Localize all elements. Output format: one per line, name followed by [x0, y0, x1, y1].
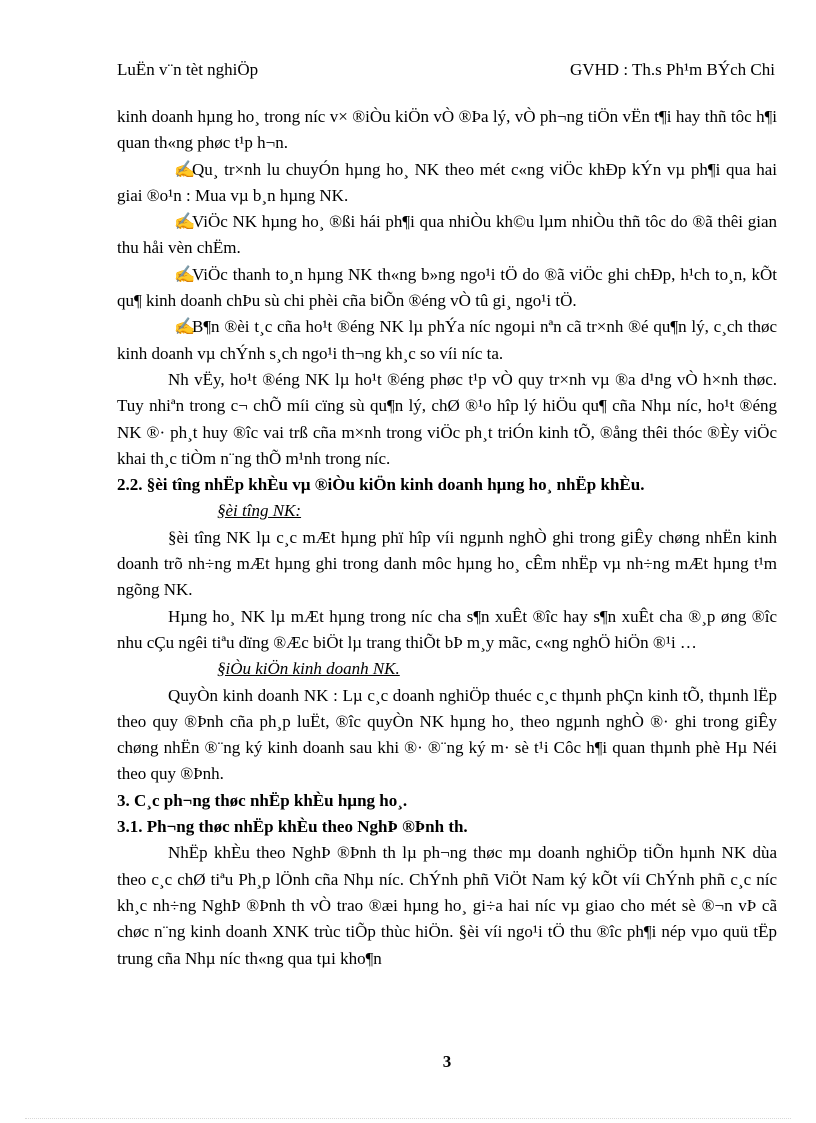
section-heading: 3.1. Ph¬ng thøc nhËp khÈu theo NghÞ ®Þnh th. [117, 817, 468, 837]
bullet-item [117, 209, 777, 262]
paragraph: kinh doanh hµng ho¸ trong níc v× ®iÒu kiÖn vÒ ®Þa lý, vÒ ph¬ng tiÖn vËn t¶i hay thñ tôc h¶i quan th«ng phøc t¹p h¬n. [117, 107, 777, 153]
document-body [117, 104, 777, 972]
paragraph: Nh vËy, ho¹t ®éng NK lµ ho¹t ®éng phøc t¹p vÒ quy tr×nh vµ ®a d¹ng vÒ h×nh thøc. Tuy nhiªn trong c¬ chÕ míi cïng sù qu¶n lý, chØ ®¹o hîp lý hiÖu qu¶ cña Nhµ níc, ho¹t ®éng NK ®· ph¸t huy ®îc vai trß cña m×nh trong viÖc ph¸t triÓn kinh tÕ, ®ång thêi thóc ®Èy viÖc khai th¸c tiÒm n¨ng thÕ m¹nh trong níc. [117, 369, 777, 468]
bullet-item [117, 314, 777, 367]
paragraph: QuyÒn kinh doanh NK : Lµ c¸c doanh nghiÖp thuéc c¸c thµnh phÇn kinh tÕ, thµnh lËp theo quy ®Þnh cña ph¸p luËt, ®îc quyÒn NK hµng ho¸ theo ngµnh nghÒ ®· ghi trong giÊy chøng nhËn ®¨ng ký kinh doanh sau khi ®· ®¨ng ký m· sè t¹i Côc h¶i quan thµnh phè Hµ Néi theo quy ®Þnh. [117, 685, 777, 784]
bullet-text: B¶n ®èi t¸c cña ho¹t ®éng NK lµ phÝa níc ngoµi nªn cã tr×nh ®é qu¶n lý, c¸ch thøc kinh doanh vµ chÝnh s¸ch ngo¹i th¬ng kh¸c so víi níc ta. [117, 317, 777, 363]
subsection-title: §èi tîng NK: [217, 501, 302, 521]
pen-icon: ✍ [174, 212, 196, 232]
bullet-item [117, 157, 777, 210]
subsection-title: §iÒu kiÖn kinh doanh NK. [217, 659, 400, 679]
paragraph: NhËp khÈu theo NghÞ ®Þnh th lµ ph¬ng thøc mµ doanh nghiÖp tiÕn hµnh NK dùa theo c¸c chØ tiªu Ph¸p lÖnh cña Nhµ níc. ChÝnh phñ ViÖt Nam ký kÕt víi ChÝnh phñ c¸c níc kh¸c nh÷ng NghÞ ®Þnh th vÒ trao ®æi hµng ho¸ gi÷a hai níc vµ giao cho mét sè ®¬n vÞ cã chøc n¨ng kinh doanh XNK trùc tiÕp thùc hiÖn. §èi víi ngo¹i tÖ thu ®îc ph¶i nép vµo quü tËp trung cña Nhµ níc th«ng qua tµi kho¶n [117, 843, 777, 968]
page-header [117, 60, 775, 84]
paragraph: §èi tîng NK lµ c¸c mÆt hµng phï hîp víi ngµnh nghÒ ghi trong giÊy chøng nhËn kinh doanh trõ nh÷ng mÆt hµng ghi trong danh môc hµng ho¸ cÊm nhËp vµ nh÷ng mÆt hµng t¹m ngõng NK. [117, 527, 777, 600]
pen-icon: ✍ [174, 159, 196, 179]
section-heading: 3. C¸c ph¬ng thøc nhËp khÈu hµng ho¸. [117, 790, 408, 810]
bullet-text: Qu¸ tr×nh lu chuyÓn hµng ho¸ NK theo mét c«ng viÖc khÐp kÝn vµ ph¶i qua hai giai ®o¹n : Mua vµ b¸n hµng NK. [117, 159, 777, 205]
bullet-item [117, 262, 777, 315]
bullet-text: ViÖc thanh to¸n hµng NK th«ng b»ng ngo¹i tÖ do ®ã viÖc ghi chÐp, h¹ch to¸n, kÕt qu¶ kinh doanh chÞu sù chi phèi cña biÕn ®éng vÒ tû gi¸ ngo¹i tÖ. [117, 264, 777, 311]
page-number: 3 [442, 1052, 452, 1071]
pen-icon: ✍ [174, 264, 196, 284]
paragraph: Hµng ho¸ NK lµ mÆt hµng trong níc cha s¶n xuÊt ®îc hay s¶n xuÊt cha ®¸p øng ®îc nhu cÇu ngêi tiªu dïng ®Æc biÖt lµ trang thiÕt bÞ m¸y mãc, c«ng nghÖ hiÖn ®¹i … [117, 606, 777, 652]
page-divider [25, 1118, 791, 1119]
section-heading: 2.2. §èi tîng nhËp khÈu vµ ®iÒu kiÖn kinh doanh hµng ho¸ nhËp khÈu. [117, 475, 645, 495]
header-thesis-title: LuËn v¨n tèt nghiÖp [117, 60, 259, 79]
header-advisor: GVHD : Th.s Ph¹m BÝch Chi [569, 60, 775, 79]
pen-icon: ✍ [174, 317, 196, 337]
bullet-text: ViÖc NK hµng ho¸ ®ßi hái ph¶i qua nhiÒu kh©u lµm nhiÒu thñ tôc do ®ã thêi gian thu håi vèn chËm. [117, 212, 777, 258]
